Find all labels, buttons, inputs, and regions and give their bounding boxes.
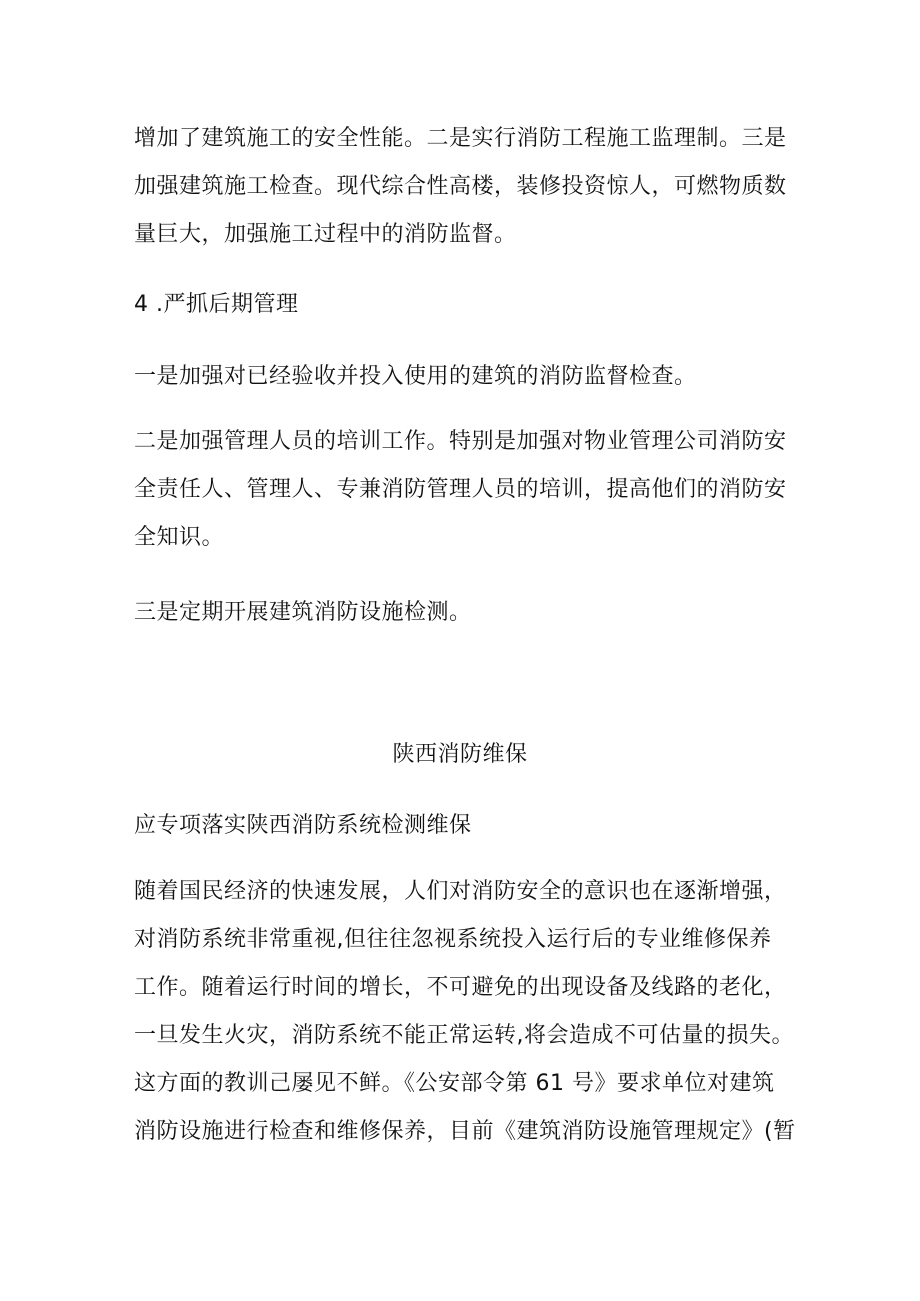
text-line: 量巨大，加强施工过程中的消防监督。 xyxy=(134,222,517,247)
text-line: 全责任人、管理人、专兼消防管理人员的培训，提高他们的消防安 xyxy=(134,477,787,502)
text-line: 全知识。 xyxy=(134,525,225,550)
paragraph-staff-training xyxy=(134,418,802,562)
heading-post-management xyxy=(134,281,802,329)
text-line: 一是加强对已经验收并投入使用的建筑的消防监督检查。 xyxy=(134,364,697,389)
text-line: 工作。随着运行时间的增长，不可避免的出现设备及线路的老化， xyxy=(134,975,787,1000)
paragraph-maintenance-background xyxy=(134,868,802,1156)
text-line: 加强建筑施工检查。现代综合性高楼，装修投资惊人，可燃物质数 xyxy=(134,174,787,199)
text-line: 三是定期开展建筑消防设施检测。 xyxy=(134,600,472,625)
heading-text: 4 .严抓后期管理 xyxy=(134,292,299,317)
text-line: 增加了建筑施工的安全性能。二是实行消防工程施工监理制。三是 xyxy=(134,126,787,151)
text-line: 应专项落实陕西消防系统检测维保 xyxy=(134,813,472,838)
paragraph-supervision-check xyxy=(134,353,802,401)
paragraph-construction-safety xyxy=(134,115,802,259)
paragraph-facility-testing xyxy=(134,589,802,637)
section-title: 陕西消防维保 xyxy=(392,742,528,767)
text-line: 随着国民经济的快速发展，人们对消防安全的意识也在逐渐增强， xyxy=(134,879,787,904)
text-line: 这方面的教训己屡见不鲜。《公安部令第 61 号》要求单位对建筑 xyxy=(134,1071,775,1096)
text-line: 消防设施进行检查和维修保养，目前《建筑消防设施管理规定》(暂 xyxy=(134,1119,796,1144)
paragraph-subtitle xyxy=(134,802,802,850)
text-line: 二是加强管理人员的培训工作。特别是加强对物业管理公司消防安 xyxy=(134,429,787,454)
text-line: 一旦发生火灾，消防系统不能正常运转,将会造成不可估量的损失。 xyxy=(134,1023,794,1048)
text-line: 对消防系统非常重视,但往往忽视系统投入运行后的专业维修保养 xyxy=(134,927,772,952)
